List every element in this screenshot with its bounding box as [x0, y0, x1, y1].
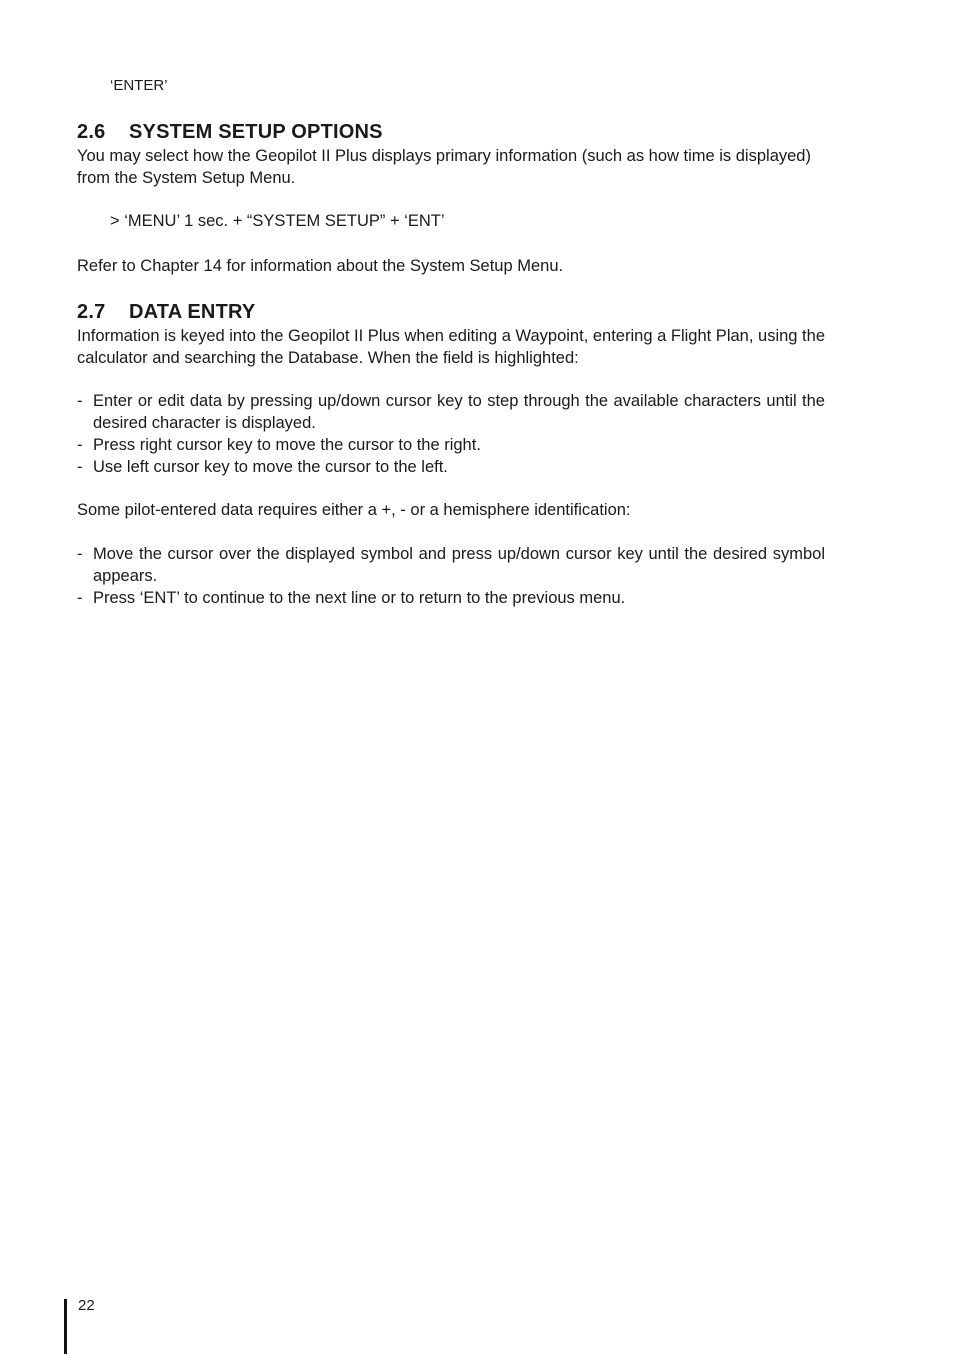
- bullet-marker: -: [77, 392, 83, 410]
- page-number: 22: [78, 1297, 95, 1314]
- section-title: SYSTEM SETUP OPTIONS: [129, 121, 383, 143]
- bullet-marker: -: [77, 545, 83, 563]
- list-item-text: Press right cursor key to move the cursor to the right.: [93, 436, 481, 454]
- paragraph-line: from the System Setup Menu.: [77, 169, 296, 187]
- section-number: 2.6: [77, 121, 106, 143]
- list-item: [77, 390, 825, 434]
- list-item-text: Use left cursor key to move the cursor to the left.: [93, 458, 448, 476]
- section-number: 2.7: [77, 301, 106, 323]
- page-edge-bar: [64, 1299, 67, 1354]
- bullet-marker: -: [77, 589, 83, 607]
- paragraph: Refer to Chapter 14 for information about the System Setup Menu.: [77, 257, 564, 275]
- section-title: DATA ENTRY: [129, 301, 256, 323]
- list-item-text: Move the cursor over the displayed symbol and press up/down cursor key until the desired symbol appears.: [93, 545, 825, 585]
- bullet-marker: -: [77, 458, 83, 476]
- continued-fragment: ‘ENTER’: [110, 77, 168, 94]
- paragraph-line: You may select how the Geopilot II Plus displays primary information (such as how time is displayed): [77, 147, 811, 165]
- command-sequence: > ‘MENU’ 1 sec. + “SYSTEM SETUP” + ‘ENT’: [110, 212, 445, 230]
- list-item: [77, 543, 825, 587]
- bullet-marker: -: [77, 436, 83, 454]
- list-item: [77, 587, 825, 609]
- list-item: [77, 434, 825, 456]
- list-item-text: Press ‘ENT’ to continue to the next line or to return to the previous menu.: [93, 589, 626, 607]
- list-item: [77, 456, 825, 478]
- paragraph: Some pilot-entered data requires either a +, - or a hemisphere identification:: [77, 501, 631, 519]
- list-item-text: Enter or edit data by pressing up/down cursor key to step through the available characters until the desired character is displayed.: [93, 392, 825, 432]
- paragraph: Information is keyed into the Geopilot II Plus when editing a Waypoint, entering a Flight Plan, using the calculator and searching the Database. When the field is highlighted:: [77, 327, 825, 367]
- section-heading-2-7: [77, 300, 255, 324]
- section-heading-2-6: [77, 120, 383, 144]
